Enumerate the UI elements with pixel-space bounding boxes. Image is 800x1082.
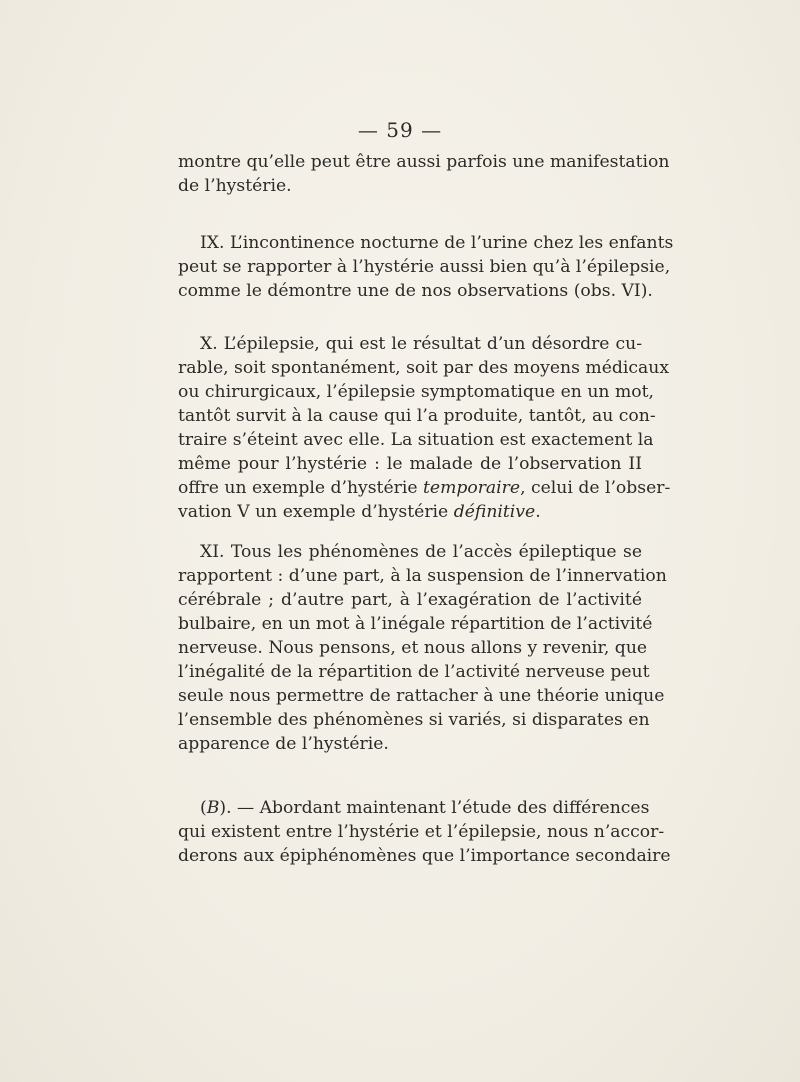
text-segment: , celui de l’obser- [520,478,671,498]
text-line [178,796,650,820]
text-line: tantôt survit à la cause qui l’a produite, tantôt, au con- [178,406,656,426]
paragraph-section-ix [178,231,674,303]
paragraph-continuation [178,150,670,198]
text-line: X. L’épilepsie, qui est le résultat d’un désordre cu- [200,334,642,354]
emphasis-definitive: définitive [453,502,536,522]
text-line: nerveuse. Nous pensons, et nous allons y revenir, que [178,638,648,658]
text-line: ou chirurgicaux, l’épilepsie symptomatique en un mot, [178,382,654,402]
text-line [178,476,671,500]
text-line: l’inégalité de la répartition de l’activité nerveuse peut [178,662,650,682]
text-line: XI. Tous les phénomènes de l’accès épileptique se [200,542,642,562]
text-segment: vation V un exemple d’hystérie [178,502,454,522]
text-line: IX. L’incontinence nocturne de l’urine chez les enfants [200,233,674,253]
text-line: rapportent : d’une part, à la suspension de l’innervation [178,566,667,586]
text-line: peut se rapporter à l’hystérie aussi bien qu’à l’épilepsie, [178,257,671,277]
text-line: comme le démontre une de nos observations (obs. VI). [178,281,653,301]
text-line: cérébrale ; d’autre part, à l’exagération de l’activité [178,590,642,610]
text-line: derons aux épiphénomènes que l’importance secondaire [178,846,671,866]
emphasis-b: B [206,798,220,818]
text-line: seule nous permettre de rattacher à une théorie unique [178,686,665,706]
emphasis-temporaire: temporaire [422,478,521,498]
text-segment: ( [200,798,207,818]
page-number: — 59 — [357,118,443,142]
paragraph-section-b [178,796,671,868]
text-line: bulbaire, en un mot à l’inégale répartition de l’activité [178,614,653,634]
text-line: rable, soit spontanément, soit par des moyens médicaux [178,358,670,378]
text-line: l’ensemble des phénomènes si variés, si disparates en [178,710,650,730]
paragraph-section-x [178,332,671,524]
text-segment: ). — Abordant maintenant l’étude des différences [219,798,650,818]
text-line: même pour l’hystérie : le malade de l’observation II [178,454,642,474]
text-line: traire s’éteint avec elle. La situation est exactement la [178,430,654,450]
text-line [178,500,642,524]
text-line: qui existent entre l’hystérie et l’épilepsie, nous n’accor- [178,822,665,842]
text-line: montre qu’elle peut être aussi parfois une manifestation [178,152,670,172]
text-line: apparence de l’hystérie. [178,734,389,754]
text-segment: offre un exemple d’hystérie [178,478,423,498]
paragraph-section-xi [178,540,667,756]
text-line: de l’hystérie. [178,176,292,196]
text-segment: . [535,502,541,522]
